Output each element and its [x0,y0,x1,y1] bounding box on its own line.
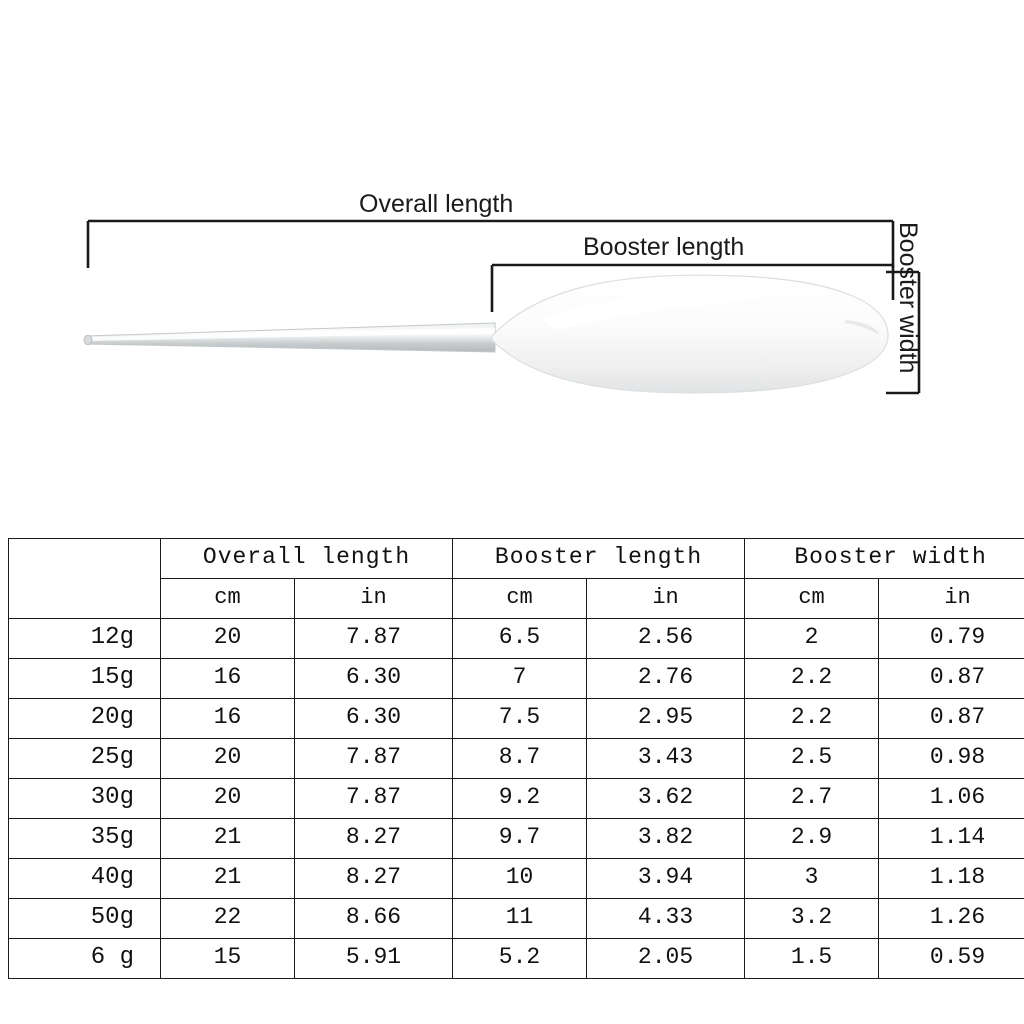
row-weight-label: 30g [9,779,161,819]
unit-header-booster-length-cm: cm [453,579,587,619]
cell-overall-cm: 21 [161,819,295,859]
cell-overall-cm: 21 [161,859,295,899]
row-weight-label: 35g [9,819,161,859]
cell-booster-length-in: 2.05 [587,939,745,979]
cell-booster-width-cm: 1.5 [745,939,879,979]
cell-booster-length-in: 3.82 [587,819,745,859]
cell-booster-width-cm: 2.7 [745,779,879,819]
specification-table [8,538,1024,979]
cell-booster-length-cm: 7 [453,659,587,699]
table-header-units [9,579,1024,619]
row-weight-label: 15g [9,659,161,699]
cell-booster-length-in: 2.56 [587,619,745,659]
table-row [9,899,1024,939]
cell-booster-length-cm: 10 [453,859,587,899]
float-stem [84,323,495,352]
cell-booster-length-cm: 9.2 [453,779,587,819]
cell-booster-width-in: 0.59 [879,939,1024,979]
cell-booster-width-in: 0.79 [879,619,1024,659]
cell-booster-length-in: 3.43 [587,739,745,779]
cell-overall-cm: 15 [161,939,295,979]
cell-booster-length-cm: 6.5 [453,619,587,659]
table-row [9,939,1024,979]
group-header-overall-length: Overall length [161,539,453,579]
cell-overall-cm: 16 [161,659,295,699]
booster-length-label: Booster length [583,233,745,261]
table-row [9,699,1024,739]
cell-overall-cm: 20 [161,739,295,779]
cell-booster-length-in: 2.95 [587,699,745,739]
unit-header-overall-in: in [295,579,453,619]
cell-overall-in: 7.87 [295,779,453,819]
cell-booster-width-in: 1.26 [879,899,1024,939]
cell-booster-length-cm: 5.2 [453,939,587,979]
booster-width-label: Booster width [894,222,922,374]
cell-booster-length-in: 4.33 [587,899,745,939]
cell-booster-width-cm: 3 [745,859,879,899]
table-header-groups [9,539,1024,579]
cell-overall-cm: 16 [161,699,295,739]
cell-booster-width-cm: 2.5 [745,739,879,779]
cell-overall-in: 6.30 [295,659,453,699]
group-header-booster-length: Booster length [453,539,745,579]
row-weight-label: 50g [9,899,161,939]
cell-overall-in: 7.87 [295,739,453,779]
cell-overall-in: 7.87 [295,619,453,659]
table-row [9,659,1024,699]
unit-header-booster-width-cm: cm [745,579,879,619]
cell-booster-length-cm: 11 [453,899,587,939]
cell-booster-length-in: 3.62 [587,779,745,819]
unit-header-overall-cm: cm [161,579,295,619]
specification-table-container [8,538,1016,979]
cell-booster-width-in: 0.98 [879,739,1024,779]
cell-overall-in: 6.30 [295,699,453,739]
overall-length-dimension [88,221,893,268]
cell-overall-in: 8.66 [295,899,453,939]
cell-overall-in: 8.27 [295,859,453,899]
cell-booster-length-cm: 9.7 [453,819,587,859]
cell-booster-length-in: 3.94 [587,859,745,899]
unit-header-booster-width-in: in [879,579,1024,619]
cell-booster-width-in: 1.18 [879,859,1024,899]
group-header-booster-width: Booster width [745,539,1024,579]
overall-length-label: Overall length [359,190,514,218]
cell-overall-in: 8.27 [295,819,453,859]
cell-booster-width-cm: 2.9 [745,819,879,859]
cell-booster-width-in: 1.06 [879,779,1024,819]
cell-booster-width-in: 0.87 [879,699,1024,739]
cell-booster-width-cm: 2 [745,619,879,659]
cell-booster-length-in: 2.76 [587,659,745,699]
cell-overall-in: 5.91 [295,939,453,979]
table-row [9,619,1024,659]
row-weight-label: 25g [9,739,161,779]
cell-booster-length-cm: 7.5 [453,699,587,739]
cell-overall-cm: 20 [161,779,295,819]
table-row [9,819,1024,859]
cell-booster-width-in: 0.87 [879,659,1024,699]
cell-overall-cm: 22 [161,899,295,939]
table-corner-cell [9,539,161,619]
cell-booster-width-cm: 2.2 [745,699,879,739]
cell-booster-width-in: 1.14 [879,819,1024,859]
unit-header-booster-length-in: in [587,579,745,619]
row-weight-label: 12g [9,619,161,659]
cell-overall-cm: 20 [161,619,295,659]
cell-booster-width-cm: 3.2 [745,899,879,939]
table-row [9,779,1024,819]
table-row [9,739,1024,779]
row-weight-label: 20g [9,699,161,739]
cell-booster-length-cm: 8.7 [453,739,587,779]
table-row [9,859,1024,899]
float-booster-body [492,275,888,393]
row-weight-label: 6 g [9,939,161,979]
cell-booster-width-cm: 2.2 [745,659,879,699]
row-weight-label: 40g [9,859,161,899]
